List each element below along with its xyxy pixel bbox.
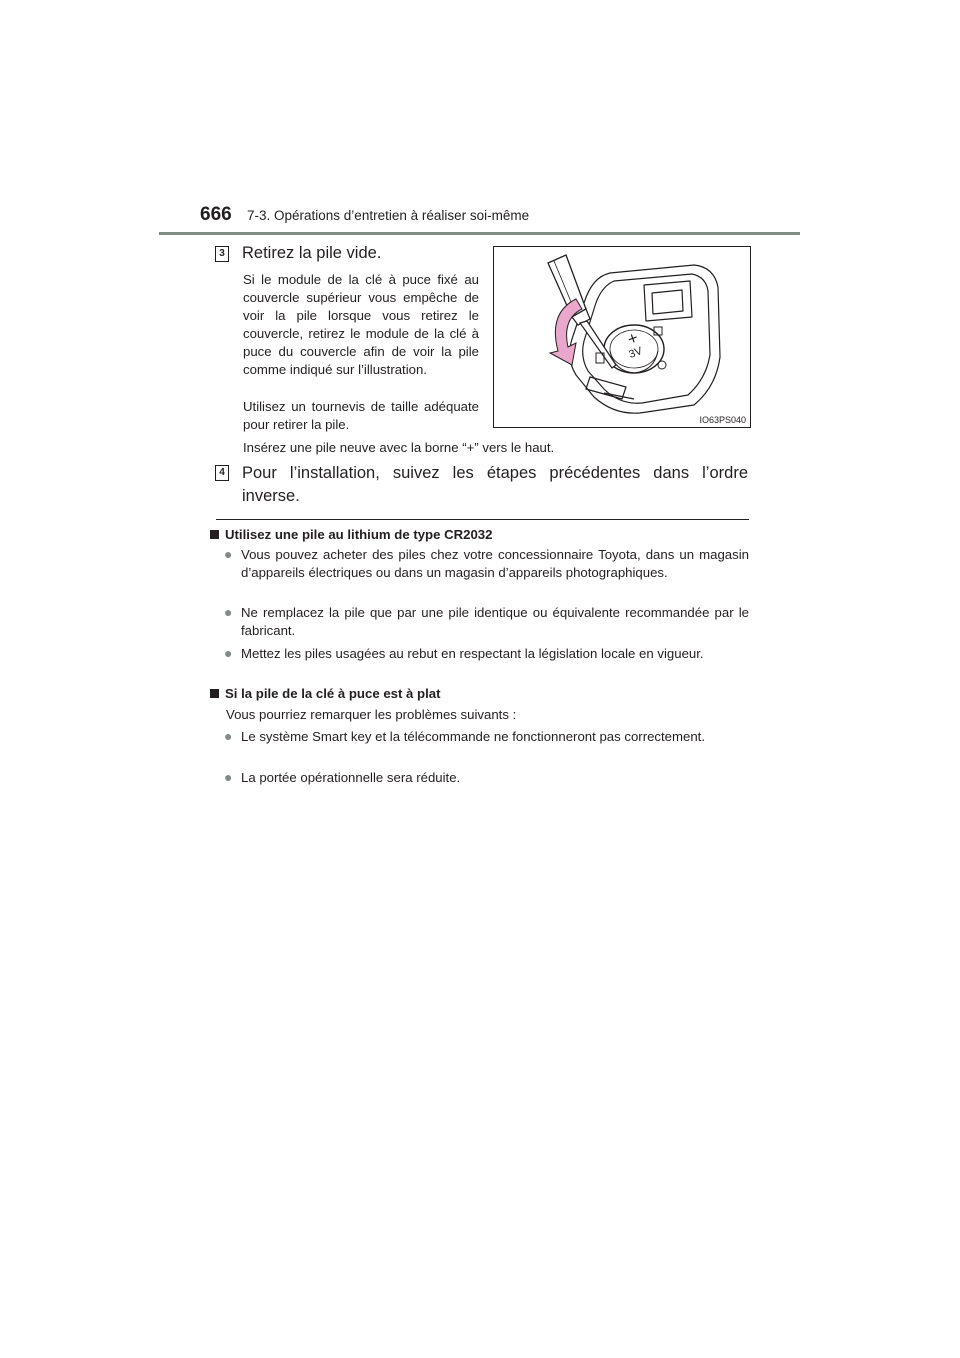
step-3-paragraph-3: Insérez une pile neuve avec la borne “+” vers le haut. [243, 440, 555, 455]
info-heading-battery-type: Utilisez une pile au lithium de type CR2032 [210, 526, 750, 544]
bullet-icon: ● [224, 769, 233, 785]
info-bullet-1: Vous pouvez acheter des piles chez votre concessionnaire Toyota, dans un magasin d’appareils électriques ou dans un magasin d’appareils photographiques. [241, 547, 749, 580]
square-bullet-icon [210, 689, 219, 698]
step-4-title: Pour l’installation, suivez les étapes précédentes dans l’ordre inverse. [242, 464, 748, 505]
step-3-badge: 3 [215, 246, 229, 262]
info-bullet-3: Mettez les piles usagées au rebut en respectant la législation locale en vigueur. [241, 646, 704, 661]
square-bullet-icon [210, 530, 219, 539]
key-fob-drawing [494, 247, 750, 427]
rotation-arrow-icon [550, 299, 582, 365]
step-4-badge: 4 [215, 465, 229, 481]
step-3-paragraph-1: Si le module de la clé à puce fixé au couvercle supérieur vous empêche de voir la pile lorsque vous retirez le couvercle, retirez le module de la clé à puce du couvercle afin de voir la pile comme indiqué sur l’illustration. [243, 272, 479, 377]
info-bullet-4: Le système Smart key et la télécommande ne fonctionneront pas correctement. [241, 729, 705, 744]
key-battery-illustration [493, 246, 751, 428]
info-bullet-5: La portée opérationnelle sera réduite. [241, 770, 461, 785]
info-heading-dead-battery: Si la pile de la clé à puce est à plat [210, 685, 750, 703]
page-number: 666 [200, 204, 232, 225]
info-intro: Vous pourriez remarquer les problèmes suivants : [226, 707, 517, 722]
battery-voltage-label: 3V [627, 345, 645, 361]
section-title: 7-3. Opérations d’entretien à réaliser soi-même [247, 208, 530, 223]
bullet-icon: ● [224, 546, 233, 562]
step-3-title: Retirez la pile vide. [242, 244, 382, 262]
bullet-icon: ● [224, 645, 233, 661]
battery-plus-label: + [624, 327, 641, 350]
step-3-paragraph-2: Utilisez un tournevis de taille adéquate pour retirer la pile. [243, 399, 479, 432]
info-rule [216, 519, 749, 520]
figure-code: IO63PS040 [699, 415, 746, 425]
bullet-icon: ● [224, 728, 233, 744]
info-bullet-2: Ne remplacez la pile que par une pile identique ou équivalente recommandée par le fabricant. [241, 605, 749, 638]
header-rule [159, 232, 800, 235]
bullet-icon: ● [224, 604, 233, 620]
